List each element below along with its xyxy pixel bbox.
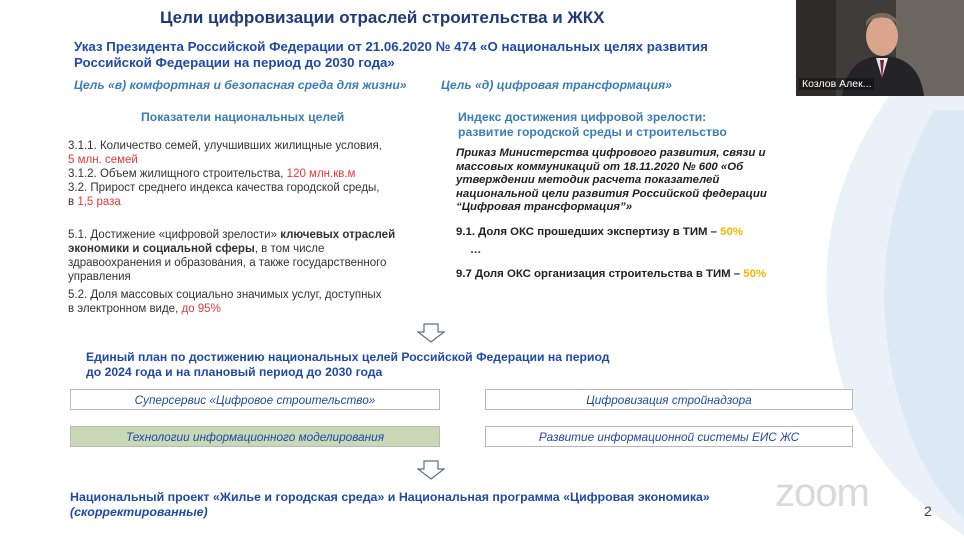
indicator-5-1: 5.1. Достижение «цифровой зрелости» ключевых отраслей экономики и социальной сферы, в том числе здравоохранения и образования, а также государственного управления bbox=[68, 229, 396, 283]
indicator-9-1: 9.1. Доля ОКС прошедших экспертизу в ТИМ – 50% bbox=[456, 226, 743, 238]
box-bim-technologies: Технологии информационного моделирования bbox=[70, 426, 440, 447]
indicator-3-2: 3.2. Прирост среднего индекса качества городской среды, в 1,5 раза bbox=[68, 182, 380, 208]
ellipsis: … bbox=[470, 244, 482, 256]
indicator-3-1-1: 3.1.1. Количество семей, улучшивших жилищные условия, 5 млн. семей bbox=[68, 139, 418, 167]
national-project-text: Национальный проект «Жилье и городская среда» и Национальная программа «Цифровая экономика» (скорректированные) bbox=[70, 490, 710, 519]
decree-text bbox=[74, 39, 796, 71]
goal-left: Цель «в) комфортная и безопасная среда для жизни» bbox=[74, 78, 407, 92]
goal-right: Цель «д) цифровая трансформация» bbox=[441, 78, 672, 92]
participant-name: Козлов Алек... bbox=[799, 78, 874, 90]
box-superservice: Суперсервис «Цифровое строительство» bbox=[70, 389, 440, 410]
zoom-logo: zoom bbox=[775, 471, 869, 515]
right-heading: Индекс достижения цифровой зрелости: развитие городской среды и строительство bbox=[458, 110, 727, 139]
indicator-9-7-value: 50% bbox=[743, 268, 767, 280]
page-number: 2 bbox=[924, 503, 932, 519]
indicator-5-2: 5.2. Доля массовых социально значимых услуг, доступных в электронном виде, до 95% bbox=[68, 289, 382, 315]
indicator-5-2-value: до 95% bbox=[181, 303, 221, 315]
box-construction-supervision: Цифровизация стройнадзора bbox=[485, 389, 853, 410]
indicator-3-2-value: 1,5 раза bbox=[77, 196, 121, 208]
indicator-9-7: 9.7 Доля ОКС организация строительства в ТИМ – 50% bbox=[456, 268, 767, 280]
indicator-3-1-2-value: 120 млн.кв.м bbox=[286, 168, 356, 180]
plan-title: Единый план по достижению национальных целей Российской Федерации на период до 2024 года и на плановый период до 2030 года bbox=[86, 350, 610, 379]
indicator-3-1-2: 3.1.2. Объем жилищного строительства, 120 млн.кв.м bbox=[68, 168, 356, 180]
slide-title: Цели цифровизации отраслей строительства и ЖКХ bbox=[160, 8, 605, 27]
box-eis-zhs: Развитие информационной системы ЕИС ЖС bbox=[485, 426, 853, 447]
indicator-3-1-1-value: 5 млн. семей bbox=[68, 154, 138, 166]
left-heading: Показатели национальных целей bbox=[141, 110, 345, 124]
decree-line-2: Российской Федерации на период до 2030 года» bbox=[74, 55, 395, 70]
order-text: Приказ Министерства цифрового развития, связи и массовых коммуникаций от 18.11.2020 № 600 «Об утверждении методик расчета показателей национальной цели развития Российской федерации “Цифровая трансформация”» bbox=[456, 147, 767, 214]
down-arrow-icon-2 bbox=[417, 460, 445, 480]
down-arrow-icon bbox=[417, 323, 445, 343]
indicator-9-1-value: 50% bbox=[720, 226, 743, 238]
decree-line-1: Указ Президента Российской Федерации от 21.06.2020 № 474 «О национальных целях развития bbox=[74, 39, 708, 54]
